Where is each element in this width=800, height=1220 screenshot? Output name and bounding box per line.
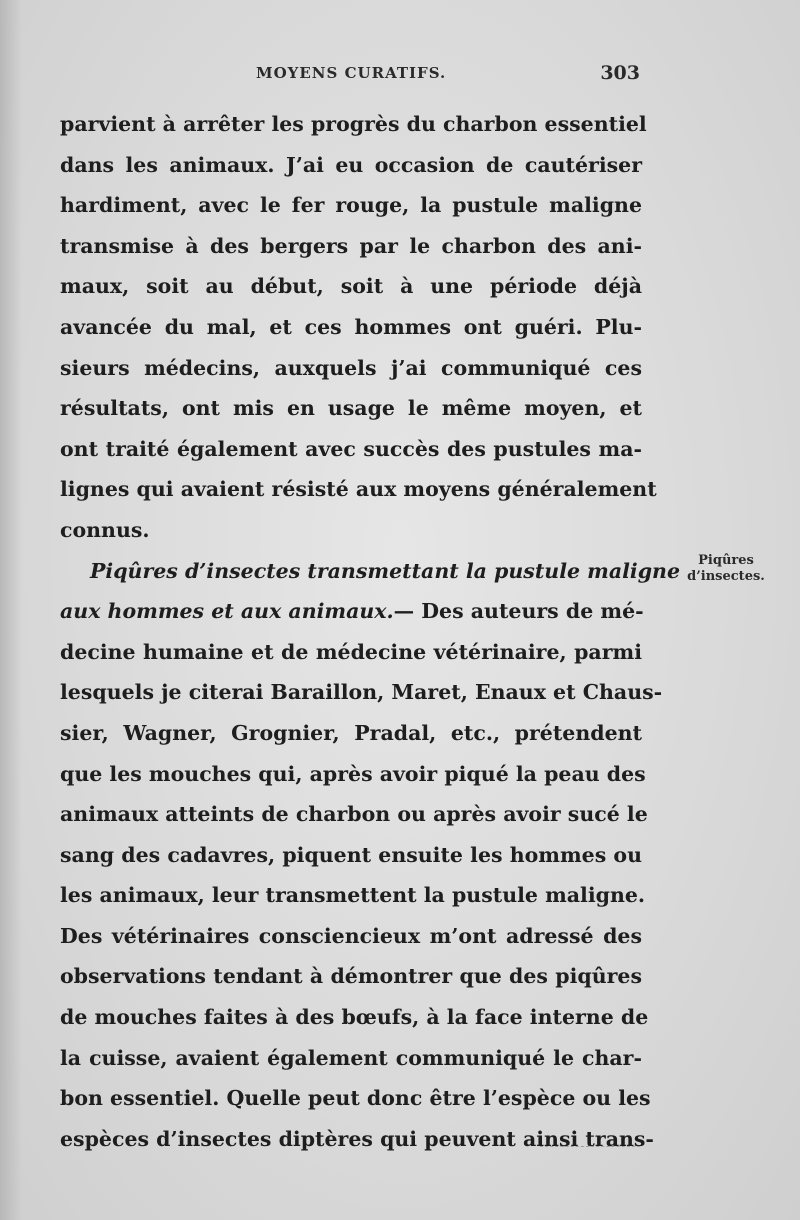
- text-line: transmise à des bergers par le charbon des ani-: [60, 233, 642, 258]
- text-line: bon essentiel. Quelle peut donc être l’espèce ou les: [60, 1086, 651, 1111]
- margin-note: [666, 553, 786, 585]
- section-heading-line: Piqûres d’insectes transmettant la pustule maligne: [90, 558, 681, 583]
- text-line: decine humaine et de médecine vétérinaire, parmi: [60, 639, 642, 664]
- text-line: hardiment, avec le fer rouge, la pustule maligne: [60, 193, 642, 218]
- text-line: parvient à arrêter les progrès du charbon essentiel: [60, 112, 647, 136]
- page-number: 303: [600, 62, 640, 84]
- text-line: les animaux, leur transmettent la pustule maligne.: [60, 883, 646, 908]
- text-line: la cuisse, avaient également communiqué le char-: [60, 1045, 642, 1070]
- running-title: MOYENS CURATIFS.: [256, 64, 447, 82]
- text-line: que les mouches qui, après avoir piqué la peau des: [60, 761, 646, 786]
- binding-shadow: [0, 0, 22, 1220]
- text-line: ont traité également avec succès des pustules ma-: [60, 436, 642, 461]
- text-line: animaux atteints de charbon ou après avoir sucé le: [60, 802, 648, 827]
- body-text: [60, 104, 681, 1159]
- text-line: sieurs médecins, auxquels j’ai communiqué ces: [60, 355, 642, 380]
- text-line: observations tendant à démontrer que des piqûres: [60, 964, 642, 989]
- text-line: connus.: [60, 517, 150, 542]
- text-line: maux, soit au début, soit à une période déjà: [60, 274, 642, 299]
- running-header: [60, 64, 640, 88]
- text-line: sier, Wagner, Grognier, Pradal, etc., prétendent: [60, 720, 642, 745]
- text-line: résultats, ont mis en usage le même moyen, et: [60, 396, 642, 421]
- margin-note-line: Piqûres: [698, 553, 754, 568]
- margin-note-line: d’insectes.: [687, 569, 765, 584]
- text-line-mixed: [60, 591, 642, 632]
- text-line: Des vétérinaires consciencieux m’ont adressé des: [60, 923, 642, 948]
- text-line: sang des cadavres, piquent ensuite les hommes ou: [60, 842, 642, 867]
- text-fragment: — Des auteurs de mé-: [393, 599, 644, 624]
- text-line: lesquels je citerai Baraillon, Maret, Enaux et Chaus-: [60, 680, 663, 705]
- text-line: espèces d’insectes diptères qui peuvent ainsi trans-: [60, 1126, 654, 1151]
- text-line: avancée du mal, et ces hommes ont guéri. Plu-: [60, 314, 642, 339]
- text-line: de mouches faites à des bœufs, à la face interne de: [60, 1005, 649, 1030]
- text-line: dans les animaux. J’ai eu occasion de cautériser: [60, 152, 642, 177]
- footer-rule: [540, 1146, 640, 1147]
- text-line: lignes qui avaient résisté aux moyens généralement: [60, 477, 657, 502]
- section-heading-end: aux hommes et aux animaux.: [60, 599, 394, 624]
